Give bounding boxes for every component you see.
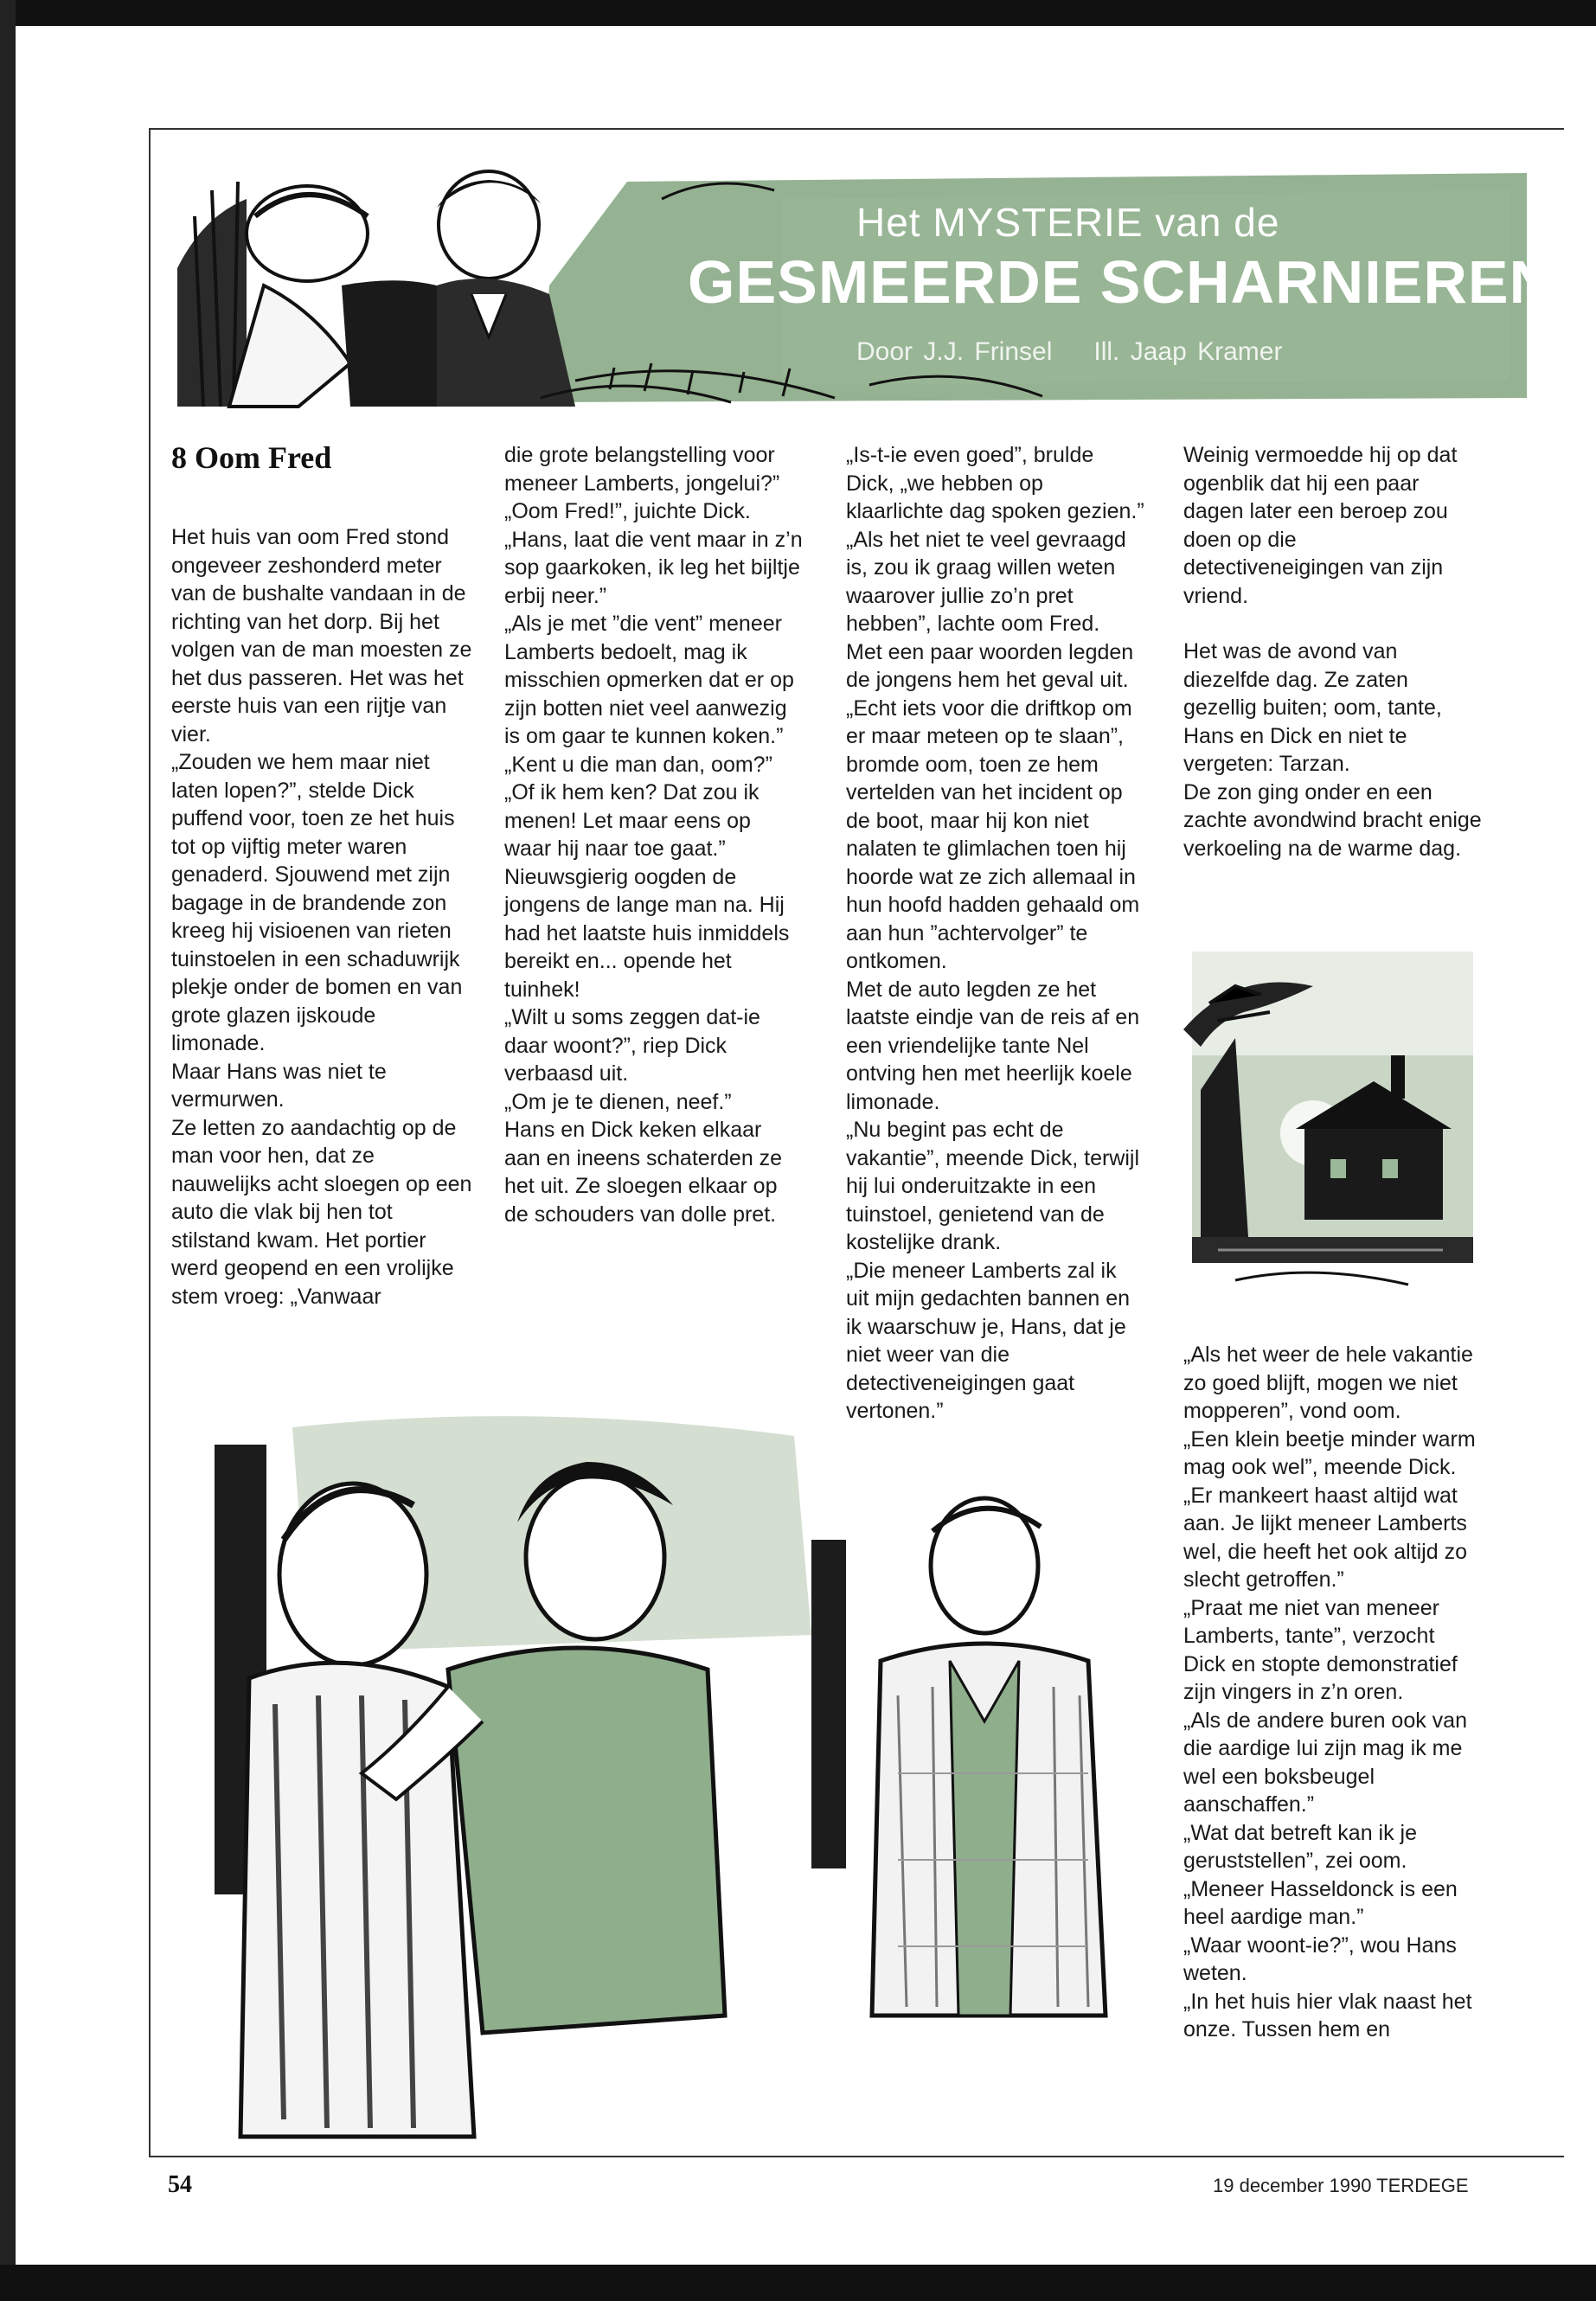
paragraph: De zon ging onder en een zachte avondwind bracht enige verkoeling na de warme dag. [1183,779,1482,861]
paragraph: „Is-t-ie even goed”, brulde Dick, „we hebben op klaarlichte dag spoken gezien.” [846,443,1144,523]
paragraph: „Een klein beetje minder warm mag ook wel”, meende Dick. [1183,1426,1476,1479]
issue-date: 19 december 1990 TERDEGE [1213,2175,1469,2196]
paragraph: Weinig vermoedde hij op dat ogenblik dat hij een paar dagen later een beroep zou doen op die detectiveneigingen van zijn vriend. [1183,443,1458,608]
paragraph: „Die meneer Lamberts zal ik uit mijn gedachten bannen en ik waarschuw je, Hans, dat je niet weer van die detectiveneigingen gaat vertonen.” [846,1258,1131,1423]
illustrator-credit: Ill. Jaap Kramer [1093,337,1283,366]
banner-title-line1: Het MYSTERIE van de [856,200,1280,245]
paragraph: Met de auto legden ze het laatste eindje van de reis af en een vriendelijke tante Nel ontving hen met heerlijk koele limonade. [846,977,1140,1114]
text-column-3 [846,441,1144,1426]
paragraph: „In het huis hier vlak naast het onze. Tussen hem en [1183,1989,1472,2041]
paragraph: Met een paar woorden legden de jongens hem het geval uit. [846,639,1134,692]
paragraph: „Praat me niet van meneer Lamberts, tante”, verzocht Dick en stopte demonstratief zijn vingers in z’n oren. [1183,1595,1458,1704]
paragraph: die grote belangstelling voor meneer Lamberts, jongelui?” [504,443,780,496]
text-column-2 [504,441,803,1228]
paragraph: „Echt iets voor die driftkop om er maar meteen op te slaan”, bromde oom, toen ze hem vertelden van het incident op de boot, maar hij kon niet nalaten te glimlachen toen hij hoorde wat ze zich allemaal in hun hoofd hadden gehaald om aan hun ”achtervolger” te ontkomen. [846,695,1140,973]
scan-border-top [0,0,1596,26]
text-column-1 [171,523,474,1311]
paragraph: „Als je met ”die vent” meneer Lamberts bedoelt, mag ik misschien opmerken dat er op zijn botten niet veel aanwezig is om gaar te kunnen koken.” [504,612,794,748]
paragraph: „Als de andere buren ook van die aardige lui zijn mag ik me wel een boksbeugel aanschaffen.” [1183,1708,1467,1817]
paragraph: „Als het weer de hele vakantie zo goed blijft, mogen we niet mopperen”, vond oom. [1183,1343,1473,1423]
paragraph: „Zouden we hem maar niet laten lopen?”, stelde Dick puffend voor, toen ze het huis tot op vijftig meter waren genaderd. Sjouwend met zijn bagage in de brandende zon kreeg hij visioenen van rieten tuinstoelen in een schaduwrijk plekje onder de bomen en van grote glazen ijskoude limonade. [171,750,463,1055]
scan-border-bottom [0,2265,1596,2301]
author-credit: Door J.J. Frinsel [856,337,1053,366]
scan-border-left [0,0,16,2301]
main-illustration [189,1410,1144,2145]
paragraph: Het was de avond van diezelfde dag. Ze zaten gezellig buiten; oom, tante, Hans en Dick en niet te vergeten: Tarzan. [1183,639,1442,776]
paragraph: „Of ik hem ken? Dat zou ik menen! Let maar eens op waar hij naar toe gaat.” [504,780,760,861]
paragraph: „Oom Fred!”, juichte Dick. „Hans, laat die vent maar in z’n sop gaarkoken, ik leg het bijltje erbij neer.” [504,499,803,608]
page-number: 54 [168,2171,192,2198]
banner-credits [856,337,1282,367]
text-column-4-bottom [1183,1341,1482,2044]
paragraph: „Kent u die man dan, oom?” [504,752,772,777]
paragraph: Het huis van oom Fred stond ongeveer zeshonderd meter van de bushalte vandaan in de richting van het dorp. Bij het volgen van de man moesten ze het dus passeren. Het was het eerste huis van een rijtje van vier. [171,525,472,747]
paragraph: Maar Hans was niet te vermurwen. [171,1059,387,1112]
paragraph: „Wat dat betreft kan ik je geruststellen”, zei oom. „Meneer Hasseldonck is een heel aardige man.” [1183,1820,1458,1929]
header-banner [177,164,1554,415]
paragraph: „Waar woont-ie?”, wou Hans weten. [1183,1932,1457,1985]
paragraph: Nieuwsgierig oogden de jongens de lange man na. Hij had het laatste huis inmiddels bereikt en... opende het tuinhek! [504,864,790,1002]
paragraph: Ze letten zo aandachtig op de man voor hen, dat ze nauwelijks acht sloegen op een auto die vlak bij hen tot stilstand kwam. Het portier werd geopend en een vrolijke stem vroeg: „Vanwaar [171,1115,472,1309]
paragraph: „Nu begint pas echt de vakantie”, meende Dick, terwijl hij lui onderuitzakte in een tuinstoel, genietend van de kostelijke drank. [846,1118,1140,1254]
paragraph: „Wilt u soms zeggen dat-ie daar woont?”, riep Dick verbaasd uit. [504,1005,760,1086]
paragraph: „Om je te dienen, neef.” [504,1089,732,1114]
paragraph: „Als het niet te veel gevraagd is, zou ik graag willen weten waarover jullie zo’n pret hebben”, lachte oom Fred. [846,527,1126,636]
house-illustration [1183,952,1482,1315]
text-column-4-top [1183,441,1482,862]
chapter-heading: 8 Oom Fred [171,440,332,475]
paragraph: Hans en Dick keken elkaar aan en ineens schaterden ze het uit. Ze sloegen elkaar op de schouders van dolle pret. [504,1118,783,1227]
paragraph: „Er mankeert haast altijd wat aan. Je lijkt meneer Lamberts wel, die heeft het ook altijd zo slecht getroffen.” [1183,1483,1467,1592]
banner-title-line2: GESMEERDE SCHARNIEREN [688,248,1554,316]
